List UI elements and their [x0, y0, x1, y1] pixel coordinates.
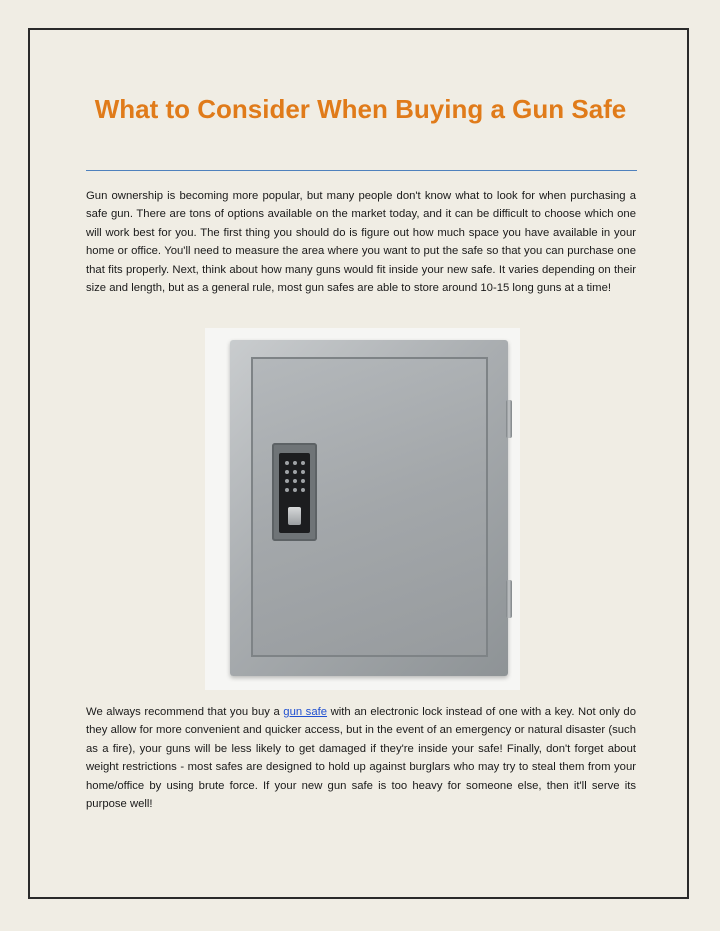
keypad-key — [301, 479, 305, 483]
keypad-key — [301, 488, 305, 492]
safe-frame — [230, 340, 508, 676]
recommendation-text-start: We always recommend that you buy a — [86, 706, 284, 718]
gun-safe-link[interactable]: gun safe — [283, 706, 328, 718]
electronic-keypad — [272, 443, 317, 541]
safe-handle — [288, 507, 301, 525]
hinge-icon — [506, 400, 512, 438]
recommendation-paragraph — [86, 703, 636, 813]
keypad-key — [301, 470, 305, 474]
keypad-key — [293, 470, 297, 474]
intro-paragraph: Gun ownership is becoming more popular, but many people don't know what to look for when purchasing a safe gun. There are tons of options available on the market today, and it can be difficult to choose which one will work best for you. The first thing you should do is figure out how much space you have available in your home or office. You'll need to measure the area where you want to put the safe so that you can purchase one that fits properly. Next, think about how many guns would fit inside your new safe. It varies depending on their size and length, but as a general rule, most gun safes are able to store around 10-15 long guns at a time! — [86, 190, 636, 295]
keypad-key — [285, 470, 289, 474]
safe-door — [251, 357, 488, 657]
gun-safe-image — [205, 328, 520, 690]
document-page — [28, 28, 689, 899]
title-divider — [86, 170, 637, 171]
recommendation-text-end: with an electronic lock instead of one with a key. Not only do they allow for more convenient and quicker access, but in the event of an emergency or natural disaster (such as a fire), your guns will be less likely to get damaged if they're inside your safe! Finally, don't forget about weight restrictions - most safes are designed to hold up against burglars who may try to steal them from your home/office by using brute force. If your new gun safe is too heavy for someone else, then it'll serve its purpose well! — [86, 706, 636, 811]
hinge-icon — [506, 580, 512, 618]
keypad-key — [293, 488, 297, 492]
keypad-panel — [279, 453, 310, 533]
keypad-key — [293, 461, 297, 465]
keypad-key — [293, 479, 297, 483]
keypad-key — [285, 461, 289, 465]
keypad-key — [285, 488, 289, 492]
keypad-key — [285, 479, 289, 483]
document-title: What to Consider When Buying a Gun Safe — [94, 94, 627, 124]
keypad-key — [301, 461, 305, 465]
